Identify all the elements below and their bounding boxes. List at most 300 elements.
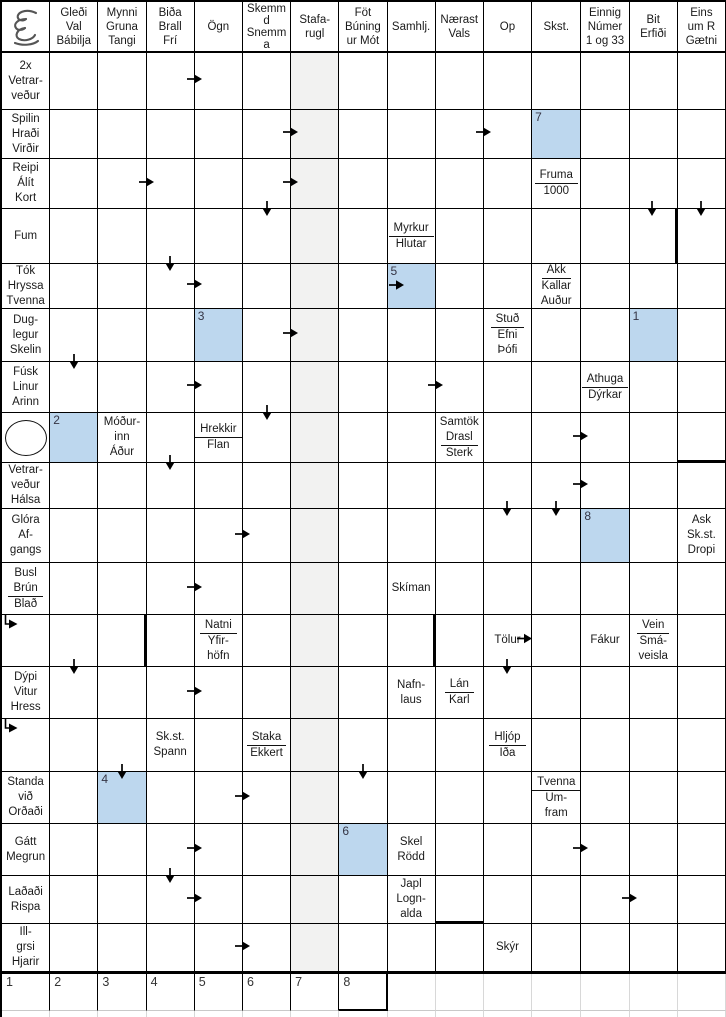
bottom-number: 5: [198, 975, 206, 989]
answer-cell[interactable]: [291, 615, 339, 667]
col-header-cell: [243, 2, 291, 53]
answer-cell[interactable]: [291, 463, 339, 509]
answer-cell[interactable]: [291, 264, 339, 309]
clue-cell: [436, 413, 484, 463]
answer-cell[interactable]: [388, 159, 436, 209]
numbered-answer-cell[interactable]: [195, 309, 243, 362]
answer-cell[interactable]: [195, 876, 243, 924]
cell-number: 4: [101, 772, 109, 786]
answer-cell[interactable]: [243, 309, 291, 362]
answer-cell[interactable]: [50, 563, 98, 615]
row-header-circle: [2, 413, 50, 463]
answer-cell[interactable]: [532, 463, 581, 509]
answer-cell[interactable]: [243, 362, 291, 413]
answer-cell[interactable]: [630, 563, 678, 615]
answer-cell[interactable]: [436, 719, 484, 772]
bottom-number: 8: [343, 975, 351, 989]
answer-cell[interactable]: [436, 563, 484, 615]
answer-cell[interactable]: [388, 463, 436, 509]
answer-cell[interactable]: [50, 362, 98, 413]
sheet-cell[interactable]: [630, 974, 678, 1011]
answer-cell[interactable]: [484, 362, 532, 413]
answer-cell[interactable]: [532, 413, 581, 463]
row-header-clue: [2, 509, 50, 563]
clue-text: Vetrar-: [8, 74, 43, 87]
answer-cell[interactable]: [98, 110, 146, 159]
answer-cell[interactable]: [436, 159, 484, 209]
answer-cell[interactable]: [630, 463, 678, 509]
answer-cell[interactable]: [436, 362, 484, 413]
answer-cell[interactable]: [243, 209, 291, 264]
answer-cell[interactable]: [581, 110, 629, 159]
answer-cell[interactable]: [291, 876, 339, 924]
col-header-text: Snemm: [246, 27, 287, 39]
answer-cell[interactable]: [436, 509, 484, 563]
answer-cell[interactable]: [678, 159, 726, 209]
col-header-text: Brall: [158, 20, 182, 33]
col-header-text: Mynni: [106, 6, 138, 19]
col-header-text: Biða: [158, 6, 182, 19]
answer-cell[interactable]: [98, 615, 146, 667]
bottom-number: 3: [102, 975, 110, 989]
answer-cell[interactable]: [436, 463, 484, 509]
row-header-arrow: [2, 615, 50, 667]
answer-cell[interactable]: [147, 362, 195, 413]
answer-cell[interactable]: [388, 772, 436, 824]
answer-cell[interactable]: [98, 876, 146, 924]
sheet-cell: [2, 1011, 50, 1017]
answer-cell[interactable]: [291, 209, 339, 264]
answer-cell[interactable]: [50, 209, 98, 264]
sheet-cell[interactable]: [291, 974, 339, 1011]
answer-cell[interactable]: [195, 463, 243, 509]
answer-cell[interactable]: [436, 824, 484, 876]
answer-cell[interactable]: [291, 110, 339, 159]
answer-cell[interactable]: [630, 209, 678, 264]
answer-cell[interactable]: [291, 563, 339, 615]
answer-cell[interactable]: [388, 615, 436, 667]
clue-text: höfn: [207, 649, 230, 662]
answer-cell[interactable]: [678, 110, 726, 159]
answer-cell[interactable]: [532, 53, 581, 110]
answer-cell[interactable]: [243, 924, 291, 974]
sheet-cell[interactable]: [339, 974, 387, 1011]
col-header-text: Skemm: [247, 3, 287, 15]
clue-text: Vein: [637, 618, 669, 634]
answer-cell[interactable]: [532, 615, 581, 667]
answer-cell[interactable]: [243, 667, 291, 719]
answer-cell[interactable]: [98, 264, 146, 309]
answer-cell[interactable]: [484, 264, 532, 309]
answer-cell[interactable]: [581, 309, 629, 362]
sheet-cell[interactable]: [195, 974, 243, 1011]
clue-text: laus: [400, 693, 422, 706]
sheet-cell[interactable]: [532, 974, 581, 1011]
sheet-cell[interactable]: [147, 974, 195, 1011]
answer-cell[interactable]: [532, 563, 581, 615]
answer-cell[interactable]: [291, 413, 339, 463]
answer-cell[interactable]: [678, 563, 726, 615]
row-header-clue: [2, 159, 50, 209]
answer-cell[interactable]: [581, 772, 629, 824]
answer-cell[interactable]: [339, 309, 387, 362]
answer-cell[interactable]: [291, 824, 339, 876]
row-header-clue: [2, 53, 50, 110]
numbered-answer-cell[interactable]: [50, 413, 98, 463]
answer-cell[interactable]: [581, 876, 629, 924]
answer-cell[interactable]: [147, 924, 195, 974]
answer-cell[interactable]: [532, 509, 581, 563]
answer-cell[interactable]: [195, 159, 243, 209]
answer-cell[interactable]: [291, 772, 339, 824]
answer-cell[interactable]: [339, 463, 387, 509]
answer-cell[interactable]: [484, 53, 532, 110]
answer-cell[interactable]: [243, 615, 291, 667]
answer-cell[interactable]: [581, 463, 629, 509]
answer-cell[interactable]: [50, 667, 98, 719]
answer-cell[interactable]: [630, 264, 678, 309]
answer-cell[interactable]: [243, 53, 291, 110]
answer-cell[interactable]: [532, 309, 581, 362]
numbered-answer-cell[interactable]: [388, 264, 436, 309]
answer-cell[interactable]: [339, 563, 387, 615]
answer-cell[interactable]: [484, 667, 532, 719]
answer-cell[interactable]: [532, 362, 581, 413]
answer-cell[interactable]: [291, 719, 339, 772]
clue-text: Orðaði: [8, 806, 43, 818]
answer-cell[interactable]: [147, 509, 195, 563]
answer-cell[interactable]: [243, 110, 291, 159]
answer-cell[interactable]: [243, 159, 291, 209]
answer-cell[interactable]: [98, 563, 146, 615]
answer-cell[interactable]: [195, 509, 243, 563]
answer-cell[interactable]: [195, 824, 243, 876]
answer-cell[interactable]: [388, 110, 436, 159]
answer-cell[interactable]: [50, 615, 98, 667]
answer-cell[interactable]: [339, 159, 387, 209]
answer-cell[interactable]: [484, 413, 532, 463]
clue-text: Hryssa: [7, 279, 44, 292]
answer-cell[interactable]: [678, 824, 726, 876]
answer-cell[interactable]: [484, 563, 532, 615]
answer-cell[interactable]: [98, 667, 146, 719]
answer-cell[interactable]: [339, 362, 387, 413]
answer-cell[interactable]: [339, 53, 387, 110]
answer-cell[interactable]: [532, 924, 581, 974]
answer-cell[interactable]: [50, 159, 98, 209]
clue-text: Athuga: [582, 372, 628, 388]
answer-cell[interactable]: [50, 719, 98, 772]
answer-cell[interactable]: [532, 667, 581, 719]
answer-cell[interactable]: [678, 413, 726, 463]
sheet-cell[interactable]: [678, 974, 726, 1011]
col-header-text: Samhlj.: [391, 20, 431, 33]
col-header-cell: [147, 2, 195, 53]
sheet-cell[interactable]: [243, 974, 291, 1011]
answer-cell[interactable]: [243, 772, 291, 824]
sheet-cell[interactable]: [98, 974, 146, 1011]
answer-cell[interactable]: [50, 772, 98, 824]
answer-cell[interactable]: [436, 876, 484, 924]
answer-cell[interactable]: [147, 615, 195, 667]
answer-cell[interactable]: [339, 667, 387, 719]
answer-cell[interactable]: [50, 463, 98, 509]
answer-cell[interactable]: [388, 309, 436, 362]
answer-cell[interactable]: [147, 309, 195, 362]
answer-cell[interactable]: [147, 264, 195, 309]
answer-cell[interactable]: [678, 667, 726, 719]
clue-text: Fákur: [590, 634, 620, 646]
sheet-cell[interactable]: [484, 974, 532, 1011]
clue-text: Auður: [540, 295, 572, 307]
answer-cell[interactable]: [50, 509, 98, 563]
answer-cell[interactable]: [50, 110, 98, 159]
answer-cell[interactable]: [630, 876, 678, 924]
answer-cell[interactable]: [630, 824, 678, 876]
answer-cell[interactable]: [388, 53, 436, 110]
answer-cell[interactable]: [195, 772, 243, 824]
answer-cell[interactable]: [243, 509, 291, 563]
bottom-number: 4: [150, 975, 158, 989]
answer-cell[interactable]: [195, 264, 243, 309]
numbered-answer-cell[interactable]: [630, 309, 678, 362]
sheet-cell[interactable]: [388, 974, 436, 1011]
answer-cell[interactable]: [339, 719, 387, 772]
cell-number: 1: [632, 309, 640, 323]
answer-cell[interactable]: [630, 362, 678, 413]
answer-cell[interactable]: [147, 463, 195, 509]
answer-cell[interactable]: [630, 159, 678, 209]
answer-cell[interactable]: [339, 876, 387, 924]
answer-cell[interactable]: [147, 667, 195, 719]
answer-cell[interactable]: [436, 772, 484, 824]
clue-text: veður: [11, 89, 40, 102]
answer-cell[interactable]: [339, 924, 387, 974]
answer-cell[interactable]: [291, 362, 339, 413]
answer-cell[interactable]: [147, 209, 195, 264]
answer-cell[interactable]: [339, 509, 387, 563]
answer-cell[interactable]: [147, 413, 195, 463]
answer-cell[interactable]: [581, 53, 629, 110]
answer-cell[interactable]: [678, 876, 726, 924]
answer-cell[interactable]: [678, 772, 726, 824]
answer-cell[interactable]: [291, 667, 339, 719]
answer-cell[interactable]: [98, 719, 146, 772]
clue-text: Dýrkar: [588, 388, 622, 401]
answer-cell[interactable]: [195, 667, 243, 719]
numbered-answer-cell[interactable]: [339, 824, 387, 876]
clue-text: Standa: [7, 776, 44, 788]
answer-cell[interactable]: [50, 824, 98, 876]
answer-cell[interactable]: [532, 719, 581, 772]
cell-number: 2: [53, 413, 60, 427]
answer-cell[interactable]: [581, 667, 629, 719]
answer-cell[interactable]: [484, 463, 532, 509]
answer-cell[interactable]: [98, 159, 146, 209]
answer-cell[interactable]: [98, 509, 146, 563]
answer-cell[interactable]: [436, 309, 484, 362]
col-header-cell: [195, 2, 243, 53]
answer-cell[interactable]: [678, 53, 726, 110]
answer-cell[interactable]: [630, 509, 678, 563]
answer-cell[interactable]: [581, 563, 629, 615]
answer-cell[interactable]: [484, 209, 532, 264]
answer-cell[interactable]: [243, 563, 291, 615]
answer-cell[interactable]: [147, 772, 195, 824]
cell-number: 3: [197, 309, 205, 323]
answer-cell[interactable]: [195, 563, 243, 615]
answer-cell[interactable]: [243, 264, 291, 309]
answer-cell[interactable]: [388, 413, 436, 463]
answer-cell[interactable]: [195, 209, 243, 264]
answer-cell[interactable]: [678, 924, 726, 974]
answer-cell[interactable]: [678, 615, 726, 667]
answer-cell[interactable]: [195, 362, 243, 413]
answer-cell[interactable]: [581, 413, 629, 463]
answer-cell[interactable]: [98, 463, 146, 509]
answer-cell[interactable]: [195, 924, 243, 974]
answer-cell[interactable]: [678, 264, 726, 309]
answer-cell[interactable]: [243, 876, 291, 924]
answer-cell[interactable]: [339, 110, 387, 159]
answer-cell[interactable]: [630, 667, 678, 719]
answer-cell[interactable]: [581, 264, 629, 309]
answer-cell[interactable]: [630, 719, 678, 772]
answer-cell[interactable]: [484, 772, 532, 824]
answer-cell[interactable]: [388, 362, 436, 413]
sheet-cell[interactable]: [581, 974, 629, 1011]
answer-cell[interactable]: [50, 309, 98, 362]
answer-cell[interactable]: [581, 719, 629, 772]
answer-cell[interactable]: [484, 876, 532, 924]
sheet-cell: [581, 1011, 629, 1017]
answer-cell[interactable]: [532, 209, 581, 264]
answer-cell[interactable]: [291, 309, 339, 362]
clue-text: Kort: [15, 192, 37, 204]
answer-cell[interactable]: [339, 615, 387, 667]
answer-cell[interactable]: [581, 924, 629, 974]
answer-cell[interactable]: [630, 772, 678, 824]
answer-cell[interactable]: [147, 53, 195, 110]
answer-cell[interactable]: [581, 159, 629, 209]
clue-text: Rispa: [10, 900, 41, 913]
answer-cell[interactable]: [436, 53, 484, 110]
sheet-cell: [98, 1011, 146, 1017]
col-header-cell: [678, 2, 726, 53]
answer-cell[interactable]: [195, 719, 243, 772]
clue-text: Hlutar: [395, 237, 427, 250]
answer-cell[interactable]: [50, 53, 98, 110]
answer-cell[interactable]: [98, 362, 146, 413]
answer-cell[interactable]: [436, 209, 484, 264]
answer-cell[interactable]: [195, 110, 243, 159]
answer-cell[interactable]: [339, 209, 387, 264]
answer-cell[interactable]: [484, 159, 532, 209]
clue-cell: [630, 615, 678, 667]
answer-cell[interactable]: [532, 876, 581, 924]
answer-cell[interactable]: [678, 309, 726, 362]
answer-cell[interactable]: [388, 719, 436, 772]
answer-cell[interactable]: [147, 110, 195, 159]
sheet-cell[interactable]: [436, 974, 484, 1011]
answer-cell[interactable]: [678, 209, 726, 264]
clue-text: Blað: [14, 597, 38, 610]
answer-cell[interactable]: [291, 509, 339, 563]
clue-text: Ekkert: [250, 746, 283, 759]
answer-cell[interactable]: [388, 924, 436, 974]
answer-cell[interactable]: [147, 824, 195, 876]
numbered-answer-cell[interactable]: [98, 772, 146, 824]
answer-cell[interactable]: [436, 615, 484, 667]
answer-cell[interactable]: [98, 309, 146, 362]
answer-cell[interactable]: [147, 876, 195, 924]
answer-cell[interactable]: [291, 159, 339, 209]
answer-cell[interactable]: [630, 110, 678, 159]
answer-cell[interactable]: [98, 924, 146, 974]
answer-cell[interactable]: [147, 159, 195, 209]
col-header-cell: [532, 2, 581, 53]
sheet-cell[interactable]: [50, 974, 98, 1011]
answer-cell[interactable]: [339, 772, 387, 824]
answer-cell[interactable]: [50, 876, 98, 924]
bottom-number: 7: [295, 975, 303, 989]
col-header-text: um R: [687, 20, 716, 33]
answer-cell[interactable]: [630, 924, 678, 974]
answer-cell[interactable]: [532, 824, 581, 876]
answer-cell[interactable]: [291, 53, 339, 110]
col-header-text: Búning: [345, 20, 381, 33]
answer-cell[interactable]: [243, 463, 291, 509]
answer-cell[interactable]: [484, 110, 532, 159]
numbered-answer-cell[interactable]: [581, 509, 629, 563]
answer-cell[interactable]: [50, 264, 98, 309]
answer-cell[interactable]: [630, 53, 678, 110]
answer-cell[interactable]: [436, 924, 484, 974]
sheet-cell[interactable]: [2, 974, 50, 1011]
answer-cell[interactable]: [98, 824, 146, 876]
answer-cell[interactable]: [581, 824, 629, 876]
answer-cell[interactable]: [98, 53, 146, 110]
answer-cell[interactable]: [339, 413, 387, 463]
answer-cell[interactable]: [484, 509, 532, 563]
answer-cell[interactable]: [50, 924, 98, 974]
col-header-text: Gleði: [60, 6, 88, 19]
clue-text: Móður-: [103, 416, 141, 428]
clue-text: Karl: [449, 694, 470, 706]
clue-cell: [532, 264, 581, 309]
clue-text: gangs: [9, 544, 42, 556]
answer-cell[interactable]: [339, 264, 387, 309]
answer-cell[interactable]: [195, 53, 243, 110]
numbered-answer-cell[interactable]: [532, 110, 581, 159]
sheet-cell: [678, 1011, 726, 1017]
answer-cell[interactable]: [484, 824, 532, 876]
answer-cell[interactable]: [678, 719, 726, 772]
answer-cell[interactable]: [436, 264, 484, 309]
answer-cell[interactable]: [678, 463, 726, 509]
answer-cell[interactable]: [388, 509, 436, 563]
answer-cell[interactable]: [243, 824, 291, 876]
answer-cell[interactable]: [98, 209, 146, 264]
answer-cell[interactable]: [436, 110, 484, 159]
answer-cell[interactable]: [581, 209, 629, 264]
cell-number: 6: [342, 824, 349, 838]
answer-cell[interactable]: [243, 413, 291, 463]
answer-cell[interactable]: [147, 563, 195, 615]
answer-cell[interactable]: [630, 413, 678, 463]
answer-cell[interactable]: [678, 362, 726, 413]
answer-cell[interactable]: [291, 924, 339, 974]
